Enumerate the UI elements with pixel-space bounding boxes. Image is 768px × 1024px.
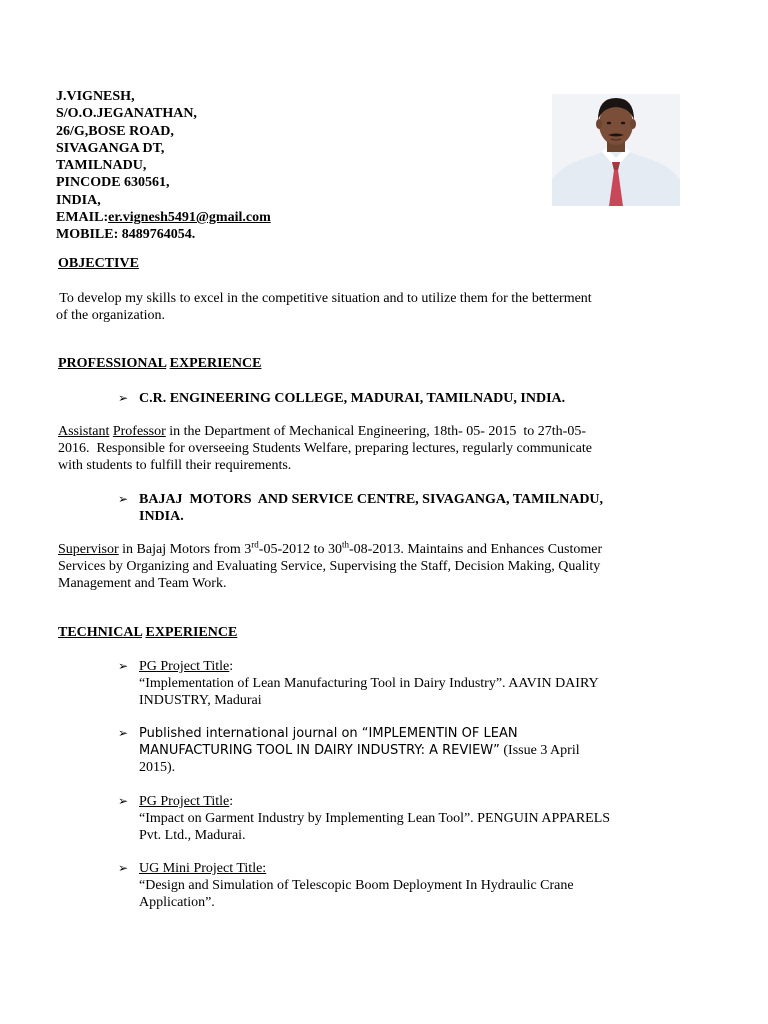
contact-country: INDIA, [56,192,101,208]
tech-item-4-line-2: Application”. [139,895,215,910]
tech-item-3-label-suffix: : [229,794,234,809]
bullet-arrow-icon: ➢ [118,492,129,506]
email-label: EMAIL: [56,210,109,226]
bullet-arrow-icon: ➢ [118,726,129,740]
bullet-arrow-icon: ➢ [118,391,129,405]
job-2-org-row [118,491,603,525]
professional-heading-word1: PROFESSIONAL [58,356,167,371]
bullet-arrow-icon: ➢ [118,659,129,673]
contact-district: SIVAGANGA DT, [56,140,165,156]
tech-item-4-line-1: “Design and Simulation of Telescopic Boom Deployment In Hydraulic Crane [139,878,574,893]
contact-name: J.VIGNESH, [56,89,135,104]
technical-heading [58,625,237,641]
job-1-role-word2: Professor [112,424,166,439]
technical-heading-word2: EXPERIENCE [145,625,238,640]
contact-parent: S/O.O.JEGANATHAN, [56,106,197,122]
job-2-role: Supervisor [58,542,119,557]
tech-item-1-label-suffix: : [229,659,234,674]
job-1-org-row [118,390,565,407]
job-1-org: C.R. ENGINEERING COLLEGE, MADURAI, TAMILNADU, INDIA. [139,391,566,406]
job-2-text-b: -05-2012 to 30 [258,542,342,557]
job-1-role-word1: Assistant [58,424,110,439]
contact-street: 26/G,BOSE ROAD, [56,123,174,139]
tech-item-3-line-1: “Impact on Garment Industry by Implementing Lean Tool”. PENGUIN APPARELS [139,811,611,826]
tech-item-3-line-2: Pvt. Ltd., Madurai. [139,828,246,843]
tech-item-3-label: PG Project Title [139,794,230,809]
contact-pincode: PINCODE 630561, [56,175,170,191]
objective-text [56,290,592,324]
job-2-line-3: Management and Team Work. [58,576,227,591]
contact-block [56,88,271,244]
email-link[interactable]: er.vignesh5491@gmail.com [108,210,271,226]
job-2-description [58,541,602,592]
contact-state: TAMILNADU, [56,158,147,174]
tech-item-2-line-1: Published international journal on “IMPLEMENTIN OF LEAN [139,726,518,741]
job-2-text-c: -08-2013. Maintains and Enhances Customer [349,542,603,557]
bullet-arrow-icon: ➢ [118,861,129,875]
job-1-line-2: 2016. Responsible for overseeing Students Welfare, preparing lectures, regularly communicate [58,441,592,456]
tech-item-1-line-2: INDUSTRY, Madurai [139,693,262,708]
contact-mobile: MOBILE: 8489764054. [56,227,196,243]
job-2-line-2: Services by Organizing and Evaluating Service, Supervising the Staff, Decision Making, Quality [58,559,601,574]
tech-item-3 [118,793,610,844]
job-2-org-line-2: INDIA. [139,509,184,524]
job-1-description [58,423,592,474]
job-1-line-1: in the Department of Mechanical Engineering, 18th- 05- 2015 to 27th-05- [165,424,587,439]
objective-line-2: of the organization. [56,308,165,323]
objective-line-1: To develop my skills to excel in the competitive situation and to utilize them for the betterment [56,291,592,306]
tech-item-2-line-2-rest: (Issue 3 April [499,743,580,758]
tech-item-2 [118,725,580,776]
job-2-sup-b: th [342,539,350,550]
tech-item-1-line-1: “Implementation of Lean Manufacturing Tool in Dairy Industry”. AAVIN DAIRY [139,676,599,691]
tech-item-2-line-2-sans: MANUFACTURING TOOL IN DAIRY INDUSTRY: A REVIEW” [139,743,500,758]
objective-heading: OBJECTIVE [58,256,139,271]
tech-item-1-label: PG Project Title [139,659,230,674]
professional-heading-word2: EXPERIENCE [169,356,262,371]
job-2-sup-a: rd [251,539,259,550]
job-1-line-3: with students to fulfill their requirements. [58,458,292,473]
professional-heading [58,356,261,372]
tech-item-4-label: UG Mini Project Title: [139,861,267,876]
profile-photo [552,94,680,206]
technical-heading-word1: TECHNICAL [58,625,143,640]
contact-email-row [56,209,271,226]
tech-item-1 [118,658,599,709]
job-2-text-a: in Bajaj Motors from 3 [118,542,252,557]
tech-item-4 [118,860,574,911]
bullet-arrow-icon: ➢ [118,794,129,808]
tech-item-2-line-3: 2015). [139,760,176,775]
job-2-org-line-1: BAJAJ MOTORS AND SERVICE CENTRE, SIVAGANGA, TAMILNADU, [139,492,604,507]
